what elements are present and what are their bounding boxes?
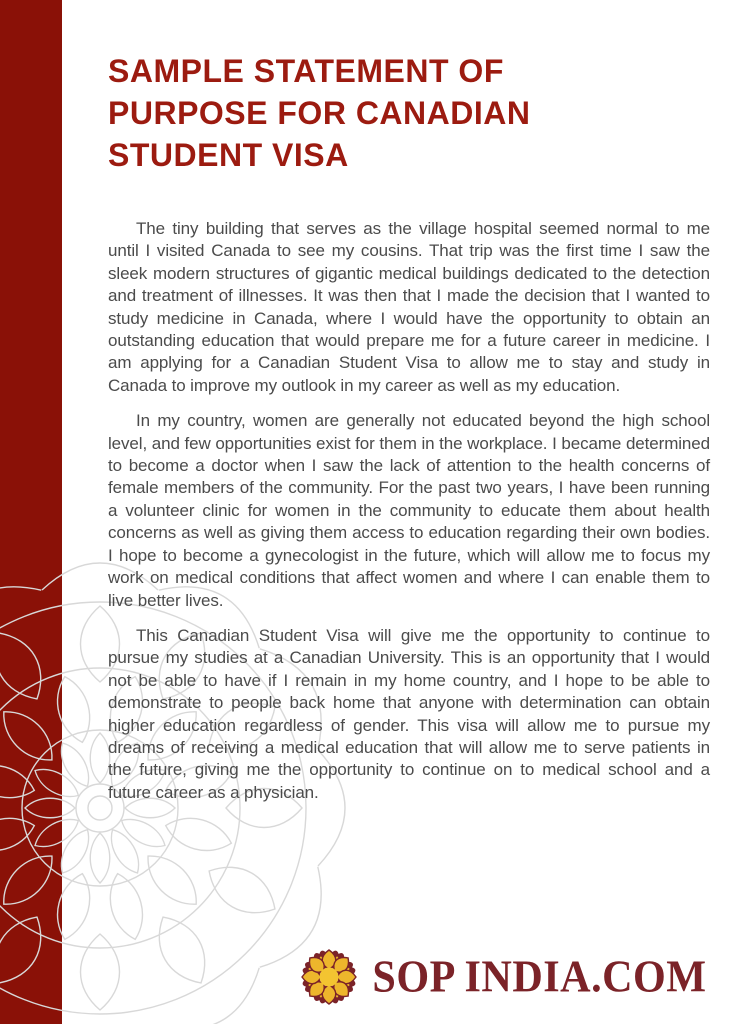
- brand-logo: [298, 946, 710, 1008]
- page-title-line: SAMPLE STATEMENT OF: [108, 53, 504, 89]
- essay-body: [108, 218, 710, 804]
- page-title-line: STUDENT VISA: [108, 137, 349, 173]
- page-title: [108, 50, 710, 176]
- essay-paragraph: In my country, women are generally not educated beyond the high school level, and few opportunities exist for them in the workplace. I became determined to become a doctor when I saw the lack of attention to the health concerns of female members of the community. For the past two years, I have been running a volunteer clinic for women in the community to educate them about health concerns as well as giving them access to education regarding their own bodies. I hope to become a gynecologist in the future, which will allow me to focus my work on medical conditions that affect women and where I can enable them to live better lives.: [108, 411, 710, 610]
- flower-mandala-icon: [298, 946, 360, 1008]
- brand-logo-text: SOP INDIA.COM: [372, 952, 707, 1002]
- essay-paragraph: This Canadian Student Visa will give me the opportunity to continue to pursue my studies at a Canadian University. This is an opportunity that I would not be able to have if I remain in my home country, and I hope to be able to demonstrate to people back home that anyone with determination can obtain higher education regardless of gender. This visa will allow me to pursue my dreams of receiving a medical education that will allow me to serve patients in the future, giving me the opportunity to continue on to medical school and a future career as a physician.: [108, 625, 710, 802]
- left-accent-bar: [0, 0, 62, 1024]
- essay-paragraph: The tiny building that serves as the village hospital seemed normal to me until I visited Canada to see my cousins. That trip was the first time I saw the sleek modern structures of gigantic medical buildings dedicated to the detection and treatment of illnesses. It was then that I made the decision that I wanted to study medicine in Canada, where I would have the opportunity to obtain an outstanding education that would prepare me for a future career in medicine. I am applying for a Canadian Student Visa to allow me to stay and study in Canada to improve my outlook in my career as well as my education.: [108, 219, 710, 395]
- page-title-line: PURPOSE FOR CANADIAN: [108, 95, 531, 131]
- document-content: [108, 0, 710, 817]
